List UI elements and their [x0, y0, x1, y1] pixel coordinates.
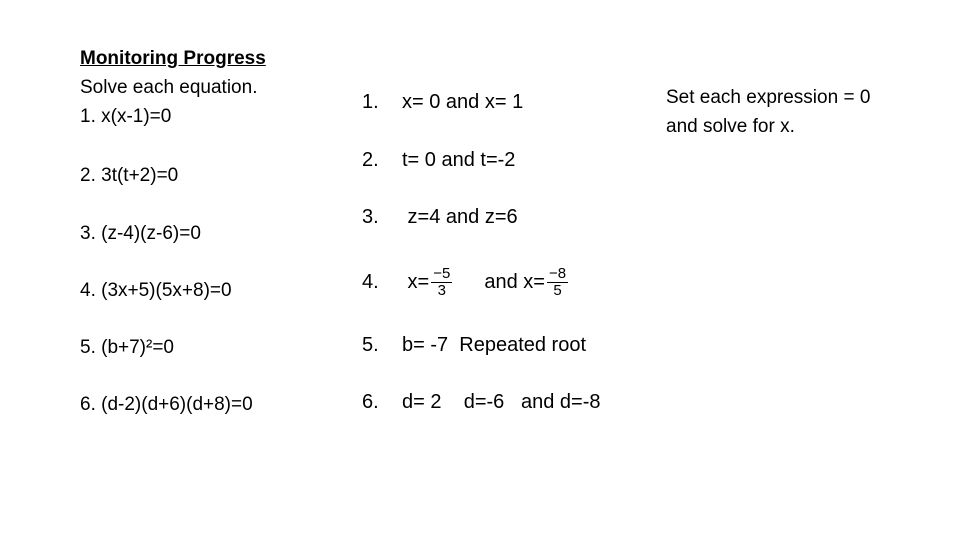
problem-3: 3. (z-4)(z-6)=0	[80, 223, 201, 244]
answer-number: 1.	[362, 91, 379, 113]
answer-1	[362, 89, 523, 115]
answer-number: 6.	[362, 391, 379, 413]
answer-text: z=4 and z=6	[402, 206, 518, 228]
problem-6: 6. (d-2)(d+6)(d+8)=0	[80, 394, 253, 415]
fraction-numerator: −8	[548, 265, 567, 283]
answer-3	[362, 204, 518, 230]
problem-2: 2. 3t(t+2)=0	[80, 165, 179, 186]
answer-number: 5.	[362, 334, 379, 356]
answer-text: t= 0 and t=-2	[402, 149, 516, 171]
answer-number: 2.	[362, 149, 379, 171]
answer-text: x= 0 and x= 1	[402, 91, 524, 113]
answer-text-prefix: x=	[402, 271, 430, 293]
answer-number: 3.	[362, 206, 379, 228]
instruction-text: Solve each equation.	[80, 77, 258, 98]
page-title: Monitoring Progress	[80, 48, 266, 69]
fraction-1	[431, 266, 452, 299]
answer-text-mid: and x=	[484, 271, 545, 293]
answer-4	[362, 260, 570, 304]
fraction-denominator: 3	[437, 282, 446, 300]
problem-5: 5. (b+7)²=0	[80, 337, 174, 358]
answer-number: 4.	[362, 271, 379, 293]
answer-5	[362, 332, 586, 358]
problem-1: 1. x(x-1)=0	[80, 106, 172, 127]
fraction-numerator: −5	[433, 265, 451, 283]
answer-text: d= 2 d=-6 and d=-8	[402, 391, 601, 413]
fraction-2	[547, 266, 568, 299]
problem-4: 4. (3x+5)(5x+8)=0	[80, 280, 232, 301]
answer-6	[362, 389, 600, 415]
answer-2	[362, 147, 515, 173]
instruction-note-line-2: and solve for x.	[666, 116, 795, 137]
answer-text: b= -7 Repeated root	[402, 334, 587, 356]
instruction-note-line-1: Set each expression = 0	[666, 87, 871, 108]
fraction-denominator: 5	[553, 282, 562, 300]
